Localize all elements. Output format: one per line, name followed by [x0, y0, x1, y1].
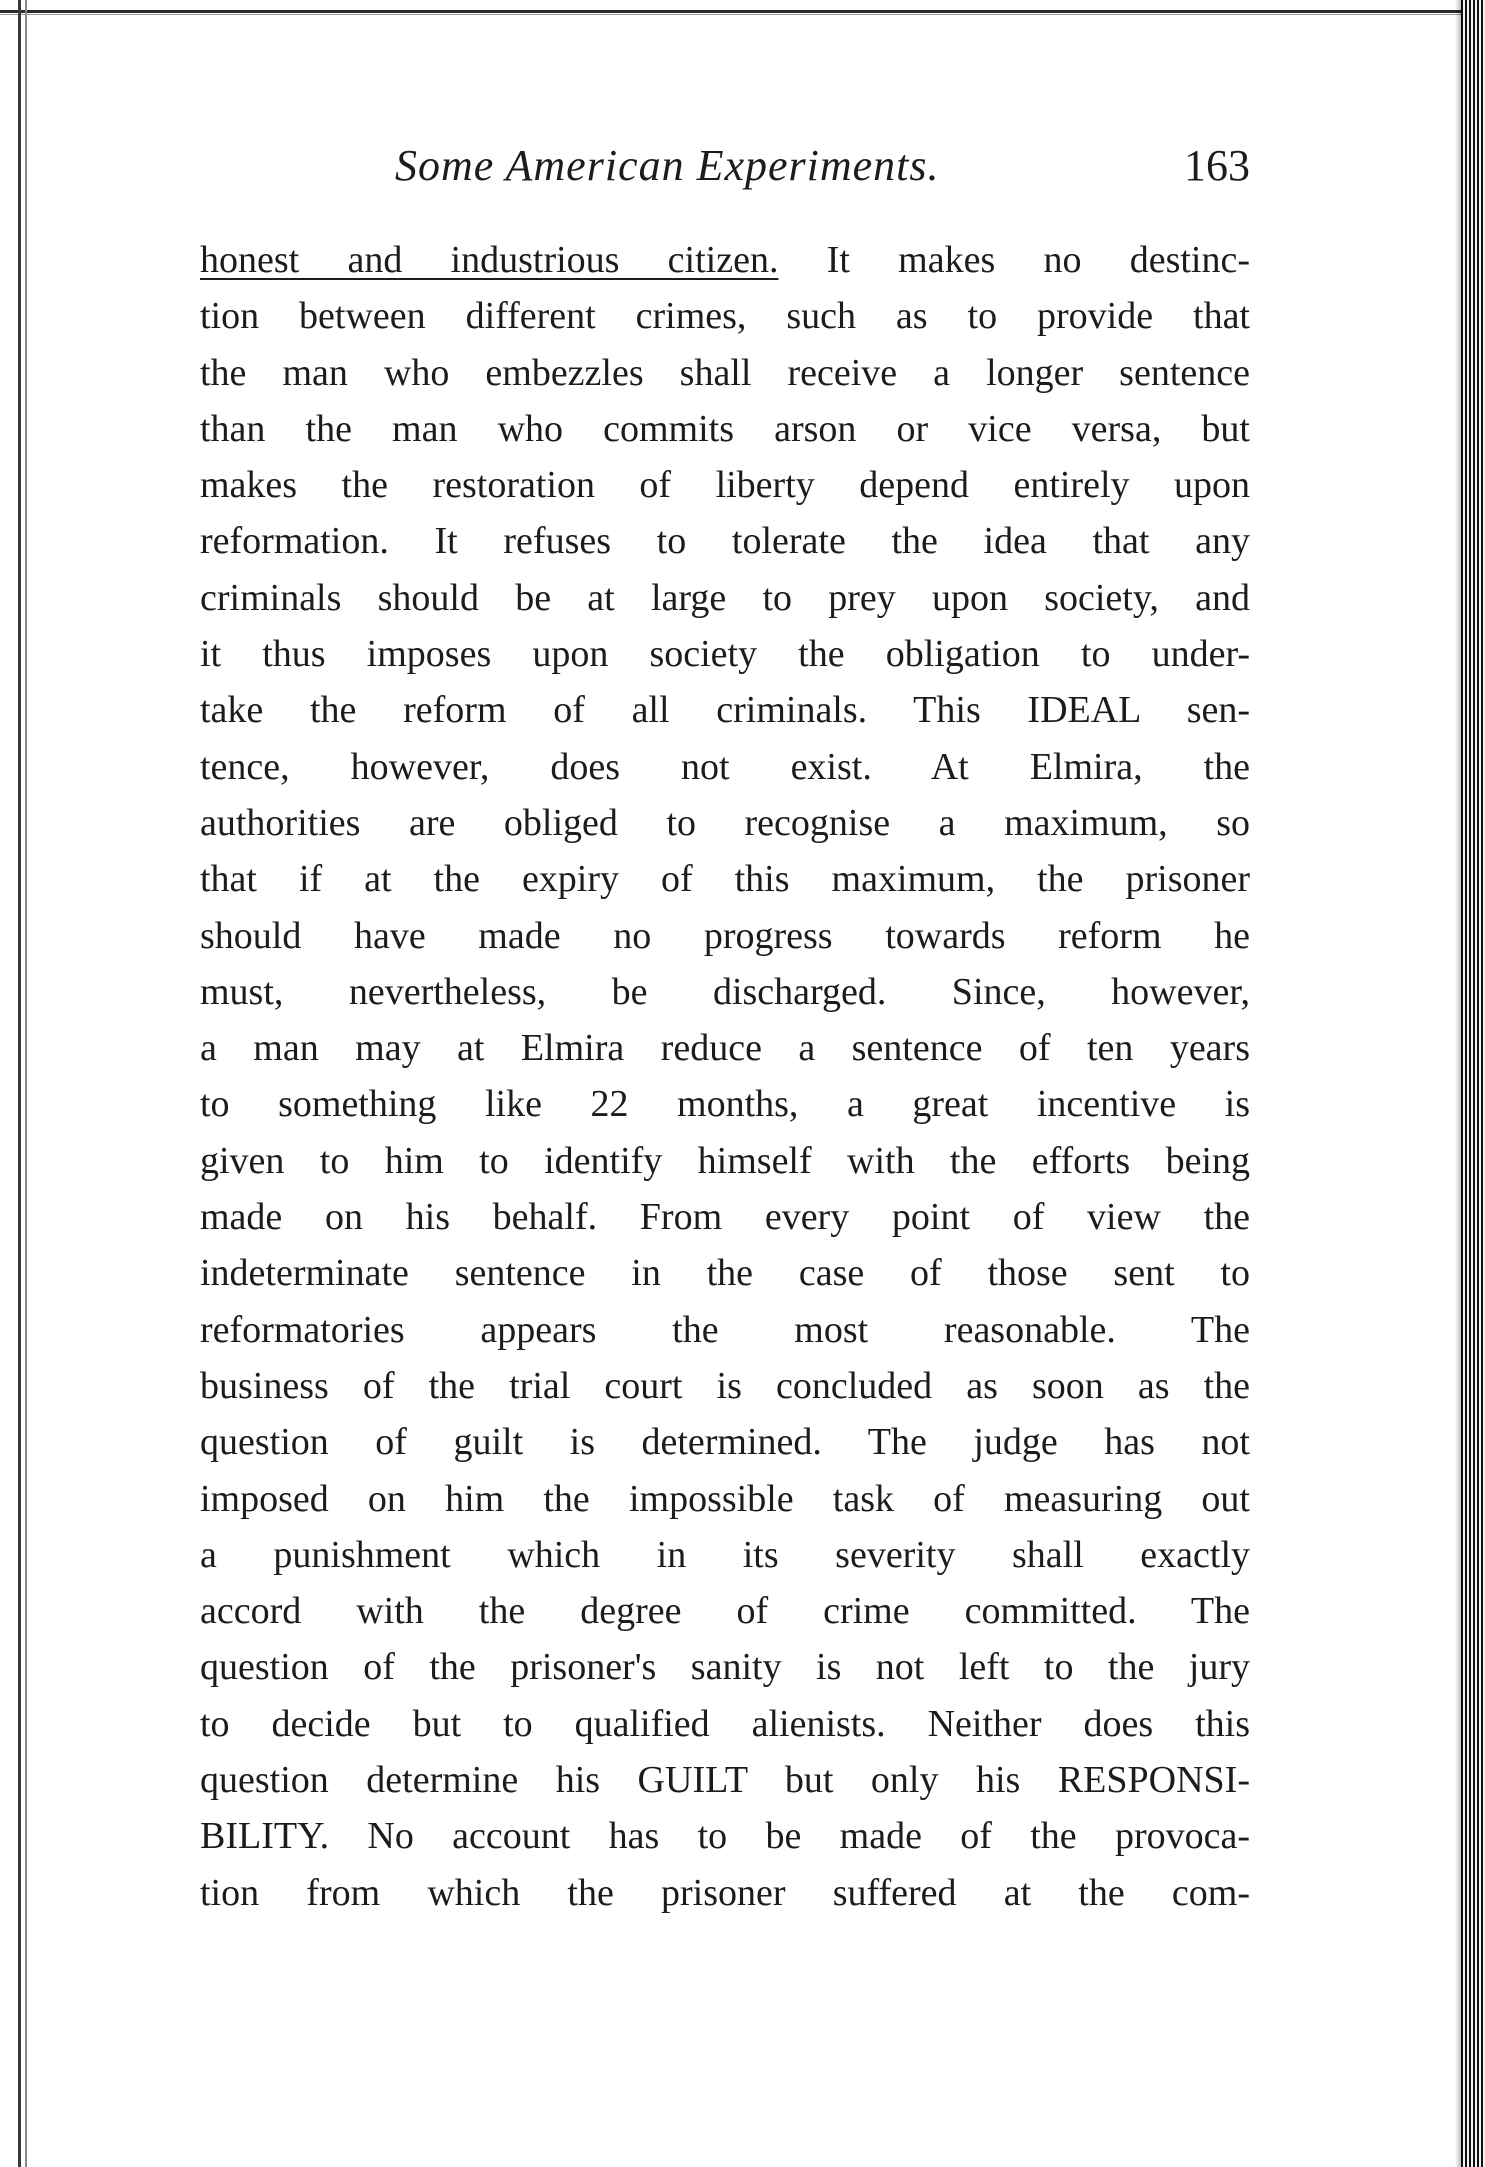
- text-line-1: [200, 232, 1250, 288]
- text-line: accord with the degree of crime committed. The: [200, 1590, 1250, 1633]
- text-line: question of guilt is determined. The judge has not: [200, 1421, 1250, 1464]
- text-line: should have made no progress towards reform he: [200, 914, 1250, 957]
- text-line: that if at the expiry of this maximum, the prisoner: [200, 858, 1250, 901]
- text-line: it thus imposes upon society the obligation to under-: [200, 633, 1250, 676]
- text-line: the man who embezzles shall receive a longer sentence: [200, 351, 1250, 394]
- first-line-rest: It makes no destinc-: [826, 239, 1250, 281]
- text-line: a punishment which in its severity shall exactly: [200, 1533, 1250, 1576]
- text-line: imposed on him the impossible task of measuring out: [200, 1477, 1250, 1520]
- text-line: to decide but to qualified alienists. Neither does this: [200, 1702, 1250, 1745]
- scan-left-edge: [18, 0, 21, 2167]
- text-line: question determine his GUILT but only his RESPONSI-: [200, 1759, 1250, 1802]
- text-line: tence, however, does not exist. At Elmira, the: [200, 745, 1250, 788]
- page-number: 163: [1184, 141, 1250, 190]
- text-line: tion from which the prisoner suffered at the com-: [200, 1871, 1250, 1914]
- text-line: tion between different crimes, such as to provide that: [200, 295, 1250, 338]
- text-line: take the reform of all criminals. This IDEAL sen-: [200, 689, 1250, 732]
- text-line: makes the restoration of liberty depend entirely upon: [200, 464, 1250, 507]
- text-line: made on his behalf. From every point of view the: [200, 1196, 1250, 1239]
- text-line: to something like 22 months, a great incentive is: [200, 1083, 1250, 1126]
- underlined-phrase: honest and industrious citizen.: [200, 239, 779, 281]
- text-line: must, nevertheless, be discharged. Since, however,: [200, 970, 1250, 1013]
- text-line: BILITY. No account has to be made of the provoca-: [200, 1815, 1250, 1858]
- text-line: indeterminate sentence in the case of those sent to: [200, 1252, 1250, 1295]
- text-line: reformatories appears the most reasonable. The: [200, 1308, 1250, 1351]
- text-line: authorities are obliged to recognise a maximum, so: [200, 801, 1250, 844]
- text-line: question of the prisoner's sanity is not left to the jury: [200, 1646, 1250, 1689]
- body-text: [200, 232, 1250, 1921]
- scan-right-edge: [1461, 0, 1485, 2167]
- scan-left-edge-inner: [25, 0, 27, 2167]
- scan-top-rule: [0, 10, 1465, 13]
- text-line: reformation. It refuses to tolerate the idea that any: [200, 520, 1250, 563]
- text-line: business of the trial court is concluded as soon as the: [200, 1364, 1250, 1407]
- running-title: Some American Experiments.: [395, 141, 940, 190]
- text-line: given to him to identify himself with the efforts being: [200, 1139, 1250, 1182]
- text-line: than the man who commits arson or vice versa, but: [200, 407, 1250, 450]
- scan-top-rule-faint: [0, 14, 1465, 15]
- text-line: criminals should be at large to prey upon society, and: [200, 576, 1250, 619]
- text-line: a man may at Elmira reduce a sentence of ten years: [200, 1027, 1250, 1070]
- page-header: [200, 140, 1250, 200]
